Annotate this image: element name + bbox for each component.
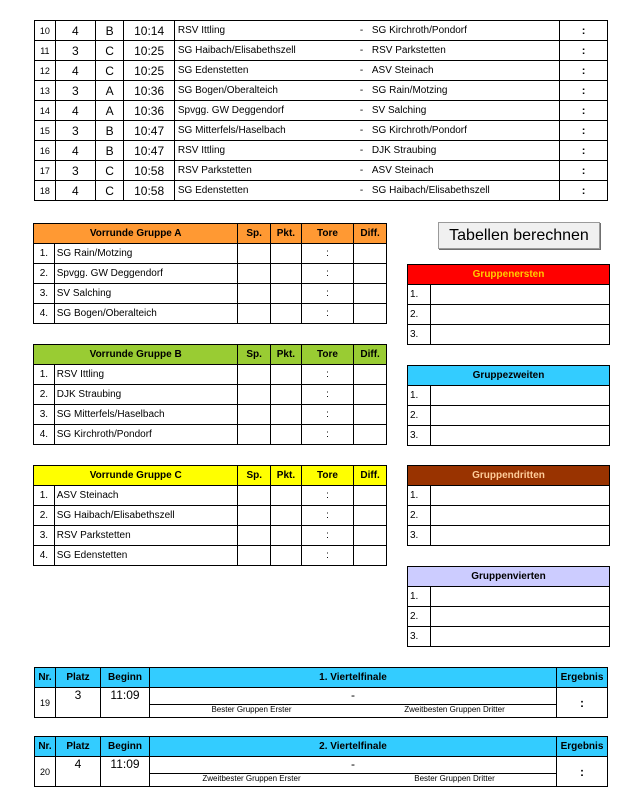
position: 1. bbox=[34, 486, 55, 506]
column-tore: Tore bbox=[301, 345, 353, 365]
match-number: 13 bbox=[35, 81, 56, 101]
group-letter: C bbox=[95, 161, 124, 181]
table-row bbox=[34, 284, 387, 304]
kickoff-time: 10:36 bbox=[124, 81, 174, 101]
table-row bbox=[408, 386, 610, 406]
group-letter: B bbox=[95, 121, 124, 141]
team-name: RSV Parkstetten bbox=[54, 526, 238, 546]
team-slot bbox=[431, 285, 610, 305]
goal-difference bbox=[354, 284, 387, 304]
points bbox=[271, 264, 302, 284]
position: 1. bbox=[408, 386, 431, 406]
match-number: 12 bbox=[35, 61, 56, 81]
table-row bbox=[34, 365, 387, 385]
result-cell[interactable]: : bbox=[560, 21, 608, 41]
points bbox=[271, 385, 302, 405]
kickoff-time: 10:25 bbox=[124, 61, 174, 81]
home-team: Spvgg. GW Deggendorf bbox=[177, 105, 285, 116]
pairing-labels bbox=[150, 774, 557, 787]
team-slot bbox=[431, 486, 610, 506]
column-tore: Tore bbox=[301, 466, 353, 486]
position: 2. bbox=[34, 385, 55, 405]
team-name: SG Bogen/Oberalteich bbox=[54, 304, 238, 324]
table-row bbox=[35, 141, 608, 161]
table-row bbox=[34, 425, 387, 445]
kickoff-time: 11:09 bbox=[101, 688, 150, 718]
position: 1. bbox=[408, 285, 431, 305]
goals: : bbox=[301, 405, 353, 425]
match-number: 17 bbox=[35, 161, 56, 181]
position: 3. bbox=[34, 405, 55, 425]
column-sp: Sp. bbox=[238, 224, 271, 244]
table-row bbox=[34, 264, 387, 284]
group-letter: A bbox=[95, 101, 124, 121]
group-header-row bbox=[34, 345, 387, 365]
schedule-body bbox=[35, 21, 608, 201]
match-number: 10 bbox=[35, 21, 56, 41]
column-pkt: Pkt. bbox=[271, 224, 302, 244]
result-cell[interactable]: : bbox=[560, 101, 608, 121]
field-number: 4 bbox=[55, 181, 95, 201]
table-row bbox=[408, 607, 610, 627]
match-number: 16 bbox=[35, 141, 56, 161]
away-slot-label: Zweitbesten Gruppen Dritter bbox=[404, 705, 505, 714]
position: 3. bbox=[34, 526, 55, 546]
ranking-header-row bbox=[408, 567, 610, 587]
goals: : bbox=[301, 264, 353, 284]
match-dash: - bbox=[359, 85, 364, 96]
position: 3. bbox=[408, 526, 431, 546]
points bbox=[271, 546, 302, 566]
ranking-title: Gruppezweiten bbox=[408, 366, 610, 386]
table-row bbox=[34, 304, 387, 324]
table-row bbox=[408, 305, 610, 325]
team-name: ASV Steinach bbox=[54, 486, 238, 506]
table-row bbox=[34, 546, 387, 566]
result-cell[interactable]: : bbox=[560, 141, 608, 161]
home-team: RSV Ittling bbox=[177, 25, 226, 36]
result-cell[interactable]: : bbox=[560, 161, 608, 181]
games-played bbox=[238, 385, 271, 405]
away-team: DJK Straubing bbox=[371, 145, 437, 156]
goal-difference bbox=[354, 425, 387, 445]
team-slot bbox=[431, 386, 610, 406]
games-played bbox=[238, 486, 271, 506]
group-letter: C bbox=[95, 61, 124, 81]
games-played bbox=[238, 425, 271, 445]
goal-difference bbox=[354, 546, 387, 566]
kickoff-time: 10:47 bbox=[124, 141, 174, 161]
position: 2. bbox=[408, 506, 431, 526]
match-number: 14 bbox=[35, 101, 56, 121]
table-row bbox=[408, 587, 610, 607]
column-diff: Diff. bbox=[354, 345, 387, 365]
games-played bbox=[238, 546, 271, 566]
kickoff-time: 10:14 bbox=[124, 21, 174, 41]
column-diff: Diff. bbox=[354, 466, 387, 486]
table-row bbox=[34, 506, 387, 526]
column-ergebnis: Ergebnis bbox=[557, 668, 608, 688]
group-c-table bbox=[33, 465, 387, 566]
column-platz: Platz bbox=[56, 737, 101, 757]
field-number: 4 bbox=[55, 21, 95, 41]
result-cell[interactable]: : bbox=[560, 181, 608, 201]
match-dash: - bbox=[359, 165, 364, 176]
team-slot bbox=[431, 587, 610, 607]
position: 3. bbox=[408, 627, 431, 647]
match-pairing bbox=[174, 181, 559, 201]
team-name: SG Edenstetten bbox=[54, 546, 238, 566]
column-pkt: Pkt. bbox=[271, 345, 302, 365]
group-letter: B bbox=[95, 141, 124, 161]
group-a-table bbox=[33, 223, 387, 324]
round-title: 1. Viertelfinale bbox=[150, 668, 557, 688]
field-number: 4 bbox=[55, 101, 95, 121]
games-played bbox=[238, 506, 271, 526]
table-row bbox=[34, 405, 387, 425]
points bbox=[271, 405, 302, 425]
games-played bbox=[238, 405, 271, 425]
field-number: 3 bbox=[55, 121, 95, 141]
column-sp: Sp. bbox=[238, 466, 271, 486]
away-team: RSV Parkstetten bbox=[371, 45, 446, 56]
home-team: SG Edenstetten bbox=[177, 185, 249, 196]
table-row bbox=[408, 526, 610, 546]
match-number: 19 bbox=[35, 688, 56, 718]
home-team: SG Haibach/Elisabethszell bbox=[177, 45, 296, 56]
column-nr: Nr. bbox=[35, 668, 56, 688]
away-slot-label: Bester Gruppen Dritter bbox=[414, 774, 495, 783]
match-pairing bbox=[174, 141, 559, 161]
team-name: RSV Ittling bbox=[54, 365, 238, 385]
table-row bbox=[35, 688, 608, 705]
games-played bbox=[238, 365, 271, 385]
ko-header-row bbox=[35, 737, 608, 757]
goals: : bbox=[301, 486, 353, 506]
points bbox=[271, 506, 302, 526]
match-dash: - bbox=[359, 125, 364, 136]
position: 3. bbox=[408, 325, 431, 345]
field-number: 3 bbox=[56, 688, 101, 718]
match-pairing bbox=[174, 61, 559, 81]
away-team: SG Kirchroth/Pondorf bbox=[371, 125, 467, 136]
home-slot-label: Zweitbester Gruppen Erster bbox=[202, 774, 301, 783]
team-name: SG Rain/Motzing bbox=[54, 244, 238, 264]
group-title: Vorrunde Gruppe C bbox=[34, 466, 238, 486]
away-team: SV Salching bbox=[371, 105, 427, 116]
match-dash: - bbox=[359, 25, 364, 36]
table-row bbox=[408, 325, 610, 345]
match-dash: - bbox=[359, 65, 364, 76]
team-name: SG Haibach/Elisabethszell bbox=[54, 506, 238, 526]
field-number: 3 bbox=[55, 161, 95, 181]
column-sp: Sp. bbox=[238, 345, 271, 365]
result-cell[interactable]: : bbox=[560, 61, 608, 81]
position: 3. bbox=[34, 284, 55, 304]
points bbox=[271, 486, 302, 506]
position: 1. bbox=[34, 365, 55, 385]
position: 3. bbox=[408, 426, 431, 446]
column-beginn: Beginn bbox=[101, 668, 150, 688]
group-fourths-table bbox=[407, 566, 610, 647]
group-b-table bbox=[33, 344, 387, 445]
table-row bbox=[408, 285, 610, 305]
team-slot bbox=[431, 506, 610, 526]
home-slot-label: Bester Gruppen Erster bbox=[211, 705, 292, 714]
goals: : bbox=[301, 244, 353, 264]
games-played bbox=[238, 244, 271, 264]
table-row bbox=[34, 244, 387, 264]
match-number: 20 bbox=[35, 757, 56, 787]
goals: : bbox=[301, 284, 353, 304]
table-row bbox=[35, 181, 608, 201]
kickoff-time: 11:09 bbox=[101, 757, 150, 787]
group-header-row bbox=[34, 224, 387, 244]
field-number: 4 bbox=[55, 61, 95, 81]
away-team: ASV Steinach bbox=[371, 165, 434, 176]
calculate-tables-button[interactable]: Tabellen berechnen bbox=[438, 222, 600, 249]
goal-difference bbox=[354, 506, 387, 526]
goal-difference bbox=[354, 264, 387, 284]
table-row bbox=[408, 406, 610, 426]
group-winners-table bbox=[407, 264, 610, 345]
position: 1. bbox=[34, 244, 55, 264]
table-row bbox=[35, 21, 608, 41]
group-header-row bbox=[34, 466, 387, 486]
result-cell[interactable]: : bbox=[557, 757, 608, 787]
kickoff-time: 10:58 bbox=[124, 161, 174, 181]
team-slot bbox=[431, 305, 610, 325]
match-dash: - bbox=[359, 105, 364, 116]
table-row bbox=[35, 41, 608, 61]
table-row bbox=[35, 161, 608, 181]
field-number: 4 bbox=[56, 757, 101, 787]
goal-difference bbox=[354, 405, 387, 425]
match-number: 11 bbox=[35, 41, 56, 61]
quarterfinal-1-table bbox=[34, 667, 608, 718]
team-slot bbox=[431, 426, 610, 446]
ko-header-row bbox=[35, 668, 608, 688]
table-row bbox=[34, 526, 387, 546]
table-row bbox=[408, 486, 610, 506]
match-pairing bbox=[174, 121, 559, 141]
result-cell[interactable]: : bbox=[560, 121, 608, 141]
kickoff-time: 10:25 bbox=[124, 41, 174, 61]
points bbox=[271, 244, 302, 264]
ranking-header-row bbox=[408, 265, 610, 285]
home-team: RSV Parkstetten bbox=[177, 165, 252, 176]
home-team: RSV Ittling bbox=[177, 145, 226, 156]
result-cell[interactable]: : bbox=[560, 41, 608, 61]
match-dash: - bbox=[359, 145, 364, 156]
goals: : bbox=[301, 506, 353, 526]
points bbox=[271, 284, 302, 304]
away-team: SG Haibach/Elisabethszell bbox=[371, 185, 490, 196]
match-pairing bbox=[174, 101, 559, 121]
home-team: SG Mitterfels/Haselbach bbox=[177, 125, 286, 136]
group-title: Vorrunde Gruppe B bbox=[34, 345, 238, 365]
group-runners-up-table bbox=[407, 365, 610, 446]
goals: : bbox=[301, 365, 353, 385]
ranking-title: Gruppendritten bbox=[408, 466, 610, 486]
position: 4. bbox=[34, 304, 55, 324]
table-row bbox=[35, 101, 608, 121]
field-number: 3 bbox=[55, 41, 95, 61]
goals: : bbox=[301, 526, 353, 546]
points bbox=[271, 425, 302, 445]
table-row bbox=[35, 121, 608, 141]
away-team: SG Kirchroth/Pondorf bbox=[371, 25, 467, 36]
group-title: Vorrunde Gruppe A bbox=[34, 224, 238, 244]
away-team: SG Rain/Motzing bbox=[371, 85, 448, 96]
match-dash: - bbox=[359, 45, 364, 56]
column-tore: Tore bbox=[301, 224, 353, 244]
result-cell[interactable]: : bbox=[557, 688, 608, 718]
table-row bbox=[408, 506, 610, 526]
goal-difference bbox=[354, 486, 387, 506]
ranking-header-row bbox=[408, 366, 610, 386]
field-number: 3 bbox=[55, 81, 95, 101]
match-dash: - bbox=[359, 185, 364, 196]
team-name: DJK Straubing bbox=[54, 385, 238, 405]
table-row bbox=[35, 81, 608, 101]
team-slot bbox=[431, 325, 610, 345]
column-beginn: Beginn bbox=[101, 737, 150, 757]
team-slot bbox=[431, 627, 610, 647]
points bbox=[271, 526, 302, 546]
points bbox=[271, 365, 302, 385]
match-pairing bbox=[174, 41, 559, 61]
table-row bbox=[34, 486, 387, 506]
position: 4. bbox=[34, 425, 55, 445]
column-pkt: Pkt. bbox=[271, 466, 302, 486]
match-pairing: - bbox=[150, 757, 557, 774]
match-pairing: - bbox=[150, 688, 557, 705]
position: 2. bbox=[34, 506, 55, 526]
team-name: SG Mitterfels/Haselbach bbox=[54, 405, 238, 425]
match-pairing bbox=[174, 21, 559, 41]
team-name: Spvgg. GW Deggendorf bbox=[54, 264, 238, 284]
position: 2. bbox=[408, 305, 431, 325]
team-slot bbox=[431, 526, 610, 546]
column-diff: Diff. bbox=[354, 224, 387, 244]
home-team: SG Bogen/Oberalteich bbox=[177, 85, 278, 96]
goals: : bbox=[301, 304, 353, 324]
games-played bbox=[238, 526, 271, 546]
goals: : bbox=[301, 385, 353, 405]
goal-difference bbox=[354, 526, 387, 546]
ranking-header-row bbox=[408, 466, 610, 486]
match-pairing bbox=[174, 161, 559, 181]
group-letter: A bbox=[95, 81, 124, 101]
table-row bbox=[408, 426, 610, 446]
table-row bbox=[408, 627, 610, 647]
team-name: SV Salching bbox=[54, 284, 238, 304]
games-played bbox=[238, 304, 271, 324]
column-ergebnis: Ergebnis bbox=[557, 737, 608, 757]
team-slot bbox=[431, 406, 610, 426]
position: 1. bbox=[408, 486, 431, 506]
column-platz: Platz bbox=[56, 668, 101, 688]
match-number: 18 bbox=[35, 181, 56, 201]
table-row bbox=[35, 61, 608, 81]
position: 4. bbox=[34, 546, 55, 566]
team-name: SG Kirchroth/Pondorf bbox=[54, 425, 238, 445]
field-number: 4 bbox=[55, 141, 95, 161]
away-team: ASV Steinach bbox=[371, 65, 434, 76]
goals: : bbox=[301, 425, 353, 445]
group-thirds-table bbox=[407, 465, 610, 546]
group-letter: B bbox=[95, 21, 124, 41]
kickoff-time: 10:58 bbox=[124, 181, 174, 201]
quarterfinal-2-table bbox=[34, 736, 608, 787]
group-letter: C bbox=[95, 181, 124, 201]
ranking-title: Gruppenersten bbox=[408, 265, 610, 285]
position: 2. bbox=[408, 406, 431, 426]
position: 2. bbox=[408, 607, 431, 627]
goals: : bbox=[301, 546, 353, 566]
table-row bbox=[35, 757, 608, 774]
table-row bbox=[34, 385, 387, 405]
match-schedule-table bbox=[34, 20, 608, 201]
goal-difference bbox=[354, 244, 387, 264]
ranking-title: Gruppenvierten bbox=[408, 567, 610, 587]
column-nr: Nr. bbox=[35, 737, 56, 757]
goal-difference bbox=[354, 365, 387, 385]
team-slot bbox=[431, 607, 610, 627]
match-pairing bbox=[174, 81, 559, 101]
goal-difference bbox=[354, 385, 387, 405]
result-cell[interactable]: : bbox=[560, 81, 608, 101]
home-team: SG Edenstetten bbox=[177, 65, 249, 76]
goal-difference bbox=[354, 304, 387, 324]
points bbox=[271, 304, 302, 324]
position: 2. bbox=[34, 264, 55, 284]
round-title: 2. Viertelfinale bbox=[150, 737, 557, 757]
match-number: 15 bbox=[35, 121, 56, 141]
group-letter: C bbox=[95, 41, 124, 61]
kickoff-time: 10:47 bbox=[124, 121, 174, 141]
pairing-labels bbox=[150, 705, 557, 718]
position: 1. bbox=[408, 587, 431, 607]
games-played bbox=[238, 264, 271, 284]
games-played bbox=[238, 284, 271, 304]
kickoff-time: 10:36 bbox=[124, 101, 174, 121]
